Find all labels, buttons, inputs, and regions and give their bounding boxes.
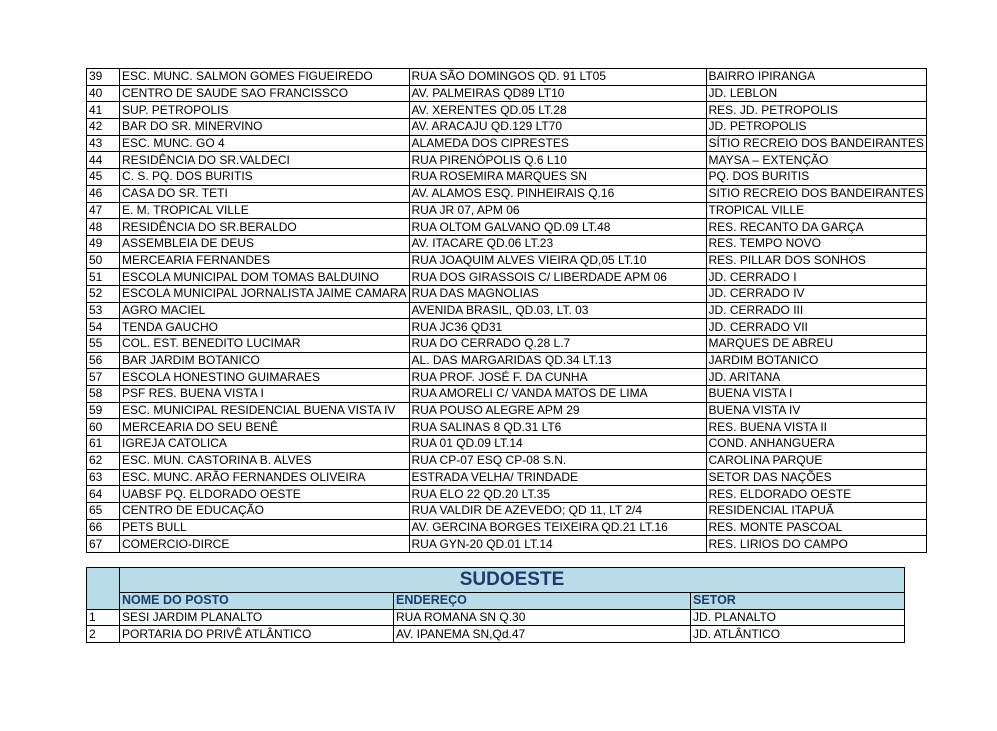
station-name: ESC. MUNC. GO 4 [120, 135, 410, 152]
table-row [87, 386, 927, 403]
station-name: AGRO MACIEL [120, 302, 410, 319]
table-row [87, 369, 927, 386]
station-name: SUP. PETROPOLIS [120, 102, 410, 119]
row-number: 41 [87, 102, 120, 119]
address: RUA CP-07 ESQ CP-08 S.N. [409, 452, 706, 469]
sector: COND. ANHANGUERA [706, 436, 926, 453]
address: AV. PALMEIRAS QD89 LT10 [409, 85, 706, 102]
row-number: 47 [87, 202, 120, 219]
blank-cell [87, 568, 120, 610]
address: RUA PROF. JOSÉ F. DA CUNHA [409, 369, 706, 386]
station-name: CENTRO DE SAUDE SAO FRANCISSCO [120, 85, 410, 102]
address: RUA POUSO ALEGRE APM 29 [409, 402, 706, 419]
row-number: 40 [87, 85, 120, 102]
table-row [87, 452, 927, 469]
row-number: 51 [87, 269, 120, 286]
address: RUA JR 07, APM 06 [409, 202, 706, 219]
address: AV. ALAMOS ESQ. PINHEIRAIS Q.16 [409, 185, 706, 202]
table-row [87, 235, 927, 252]
sector: BAIRRO IPIRANGA [706, 69, 926, 86]
address: RUA JOAQUIM ALVES VIEIRA QD,05 LT.10 [409, 252, 706, 269]
address: RUA OLTOM GALVANO QD.09 LT.48 [409, 219, 706, 236]
header-setor: SETOR [691, 593, 905, 610]
row-number: 50 [87, 252, 120, 269]
row-number: 45 [87, 169, 120, 186]
station-name: ESCOLA MUNICIPAL JORNALISTA JAIME CAMARA [120, 285, 410, 302]
sector: CAROLINA PARQUE [706, 452, 926, 469]
station-name: COMERCIO-DIRCE [120, 536, 410, 553]
sector: RES. JD. PETROPOLIS [706, 102, 926, 119]
sector: JD. LEBLON [706, 85, 926, 102]
station-name: CASA DO SR. TETI [120, 185, 410, 202]
address: AV. XERENTES QD.05 LT.28 [409, 102, 706, 119]
sector: RES. MONTE PASCOAL [706, 519, 926, 536]
table-row [87, 502, 927, 519]
sector: BUENA VISTA I [706, 386, 926, 403]
table-row [87, 169, 927, 186]
row-number: 44 [87, 152, 120, 169]
row-number: 66 [87, 519, 120, 536]
address: ALAMEDA DOS CIPRESTES [409, 135, 706, 152]
table-row [87, 135, 927, 152]
sector: SETOR DAS NAÇÕES [706, 469, 926, 486]
address: AVENIDA BRASIL, QD.03, LT. 03 [409, 302, 706, 319]
sector: JD. PLANALTO [691, 609, 905, 626]
sudoeste-table [86, 567, 905, 643]
row-number: 1 [87, 609, 120, 626]
sector: RES. ELDORADO OESTE [706, 486, 926, 503]
station-name: PORTARIA DO PRIVÊ ATLÂNTICO [120, 626, 394, 643]
sector: SÍTIO RECREIO DOS BANDEIRANTES [706, 135, 926, 152]
row-number: 55 [87, 336, 120, 353]
address: ESTRADA VELHA/ TRINDADE [409, 469, 706, 486]
sector: JD. ARITANA [706, 369, 926, 386]
table-row [87, 85, 927, 102]
sector: RES. PILLAR DOS SONHOS [706, 252, 926, 269]
table-row [87, 269, 927, 286]
header-nome: NOME DO POSTO [120, 593, 394, 610]
sector: RES. BUENA VISTA II [706, 419, 926, 436]
table-body [87, 69, 927, 553]
sector: BUENA VISTA IV [706, 402, 926, 419]
header-row [87, 593, 905, 610]
address: RUA ROMANA SN Q.30 [394, 609, 691, 626]
address: AV. IPANEMA SN,Qd.47 [394, 626, 691, 643]
row-number: 49 [87, 235, 120, 252]
address: RUA PIRENÓPOLIS Q.6 L10 [409, 152, 706, 169]
sector: RESIDENCIAL ITAPUÃ [706, 502, 926, 519]
table-row [87, 319, 927, 336]
row-number: 57 [87, 369, 120, 386]
table-row [87, 402, 927, 419]
section-title-row [87, 568, 905, 593]
table-row [87, 436, 927, 453]
station-name: BAR JARDIM BOTANICO [120, 352, 410, 369]
row-number: 48 [87, 219, 120, 236]
row-number: 52 [87, 285, 120, 302]
table-row [87, 219, 927, 236]
table-row [87, 252, 927, 269]
station-name: ESC. MUN. CASTORINA B. ALVES [120, 452, 410, 469]
sector: JD. CERRADO III [706, 302, 926, 319]
row-number: 60 [87, 419, 120, 436]
station-name: ESC. MUNC. SALMON GOMES FIGUEIREDO [120, 69, 410, 86]
row-number: 65 [87, 502, 120, 519]
station-name: RESIDÊNCIA DO SR.BERALDO [120, 219, 410, 236]
row-number: 67 [87, 536, 120, 553]
row-number: 42 [87, 119, 120, 136]
address: RUA DO CERRADO Q.28 L.7 [409, 336, 706, 353]
row-number: 61 [87, 436, 120, 453]
row-number: 63 [87, 469, 120, 486]
address: RUA GYN-20 QD.01 LT.14 [409, 536, 706, 553]
address: RUA DAS MAGNOLIAS [409, 285, 706, 302]
sector: JD. ATLÂNTICO [691, 626, 905, 643]
station-name: BAR DO SR. MINERVINO [120, 119, 410, 136]
table-row [87, 419, 927, 436]
table-row [87, 352, 927, 369]
address: AL. DAS MARGARIDAS QD.34 LT.13 [409, 352, 706, 369]
station-name: ESC. MUNICIPAL RESIDENCIAL BUENA VISTA IV [120, 402, 410, 419]
address: RUA AMORELI C/ VANDA MATOS DE LIMA [409, 386, 706, 403]
table-row [87, 519, 927, 536]
row-number: 53 [87, 302, 120, 319]
table-row [87, 486, 927, 503]
address: RUA SÃO DOMINGOS QD. 91 LT05 [409, 69, 706, 86]
address: RUA ELO 22 QD.20 LT.35 [409, 486, 706, 503]
station-name: CENTRO DE EDUCAÇÃO [120, 502, 410, 519]
sector: JD. PETROPOLIS [706, 119, 926, 136]
table-row [87, 119, 927, 136]
sector: TROPICAL VILLE [706, 202, 926, 219]
address: RUA DOS GIRASSOIS C/ LIBERDADE APM 06 [409, 269, 706, 286]
station-name: MERCEARIA DO SEU BENÊ [120, 419, 410, 436]
station-name: COL. EST. BENEDITO LUCIMAR [120, 336, 410, 353]
polling-stations-table [86, 68, 927, 553]
row-number: 59 [87, 402, 120, 419]
table-body [87, 568, 905, 643]
station-name: ESC. MUNC. ARÃO FERNANDES OLIVEIRA [120, 469, 410, 486]
sector: JD. CERRADO IV [706, 285, 926, 302]
sector: RES. LIRIOS DO CAMPO [706, 536, 926, 553]
sector: SITIO RECREIO DOS BANDEIRANTES [706, 185, 926, 202]
station-name: PETS BULL [120, 519, 410, 536]
row-number: 43 [87, 135, 120, 152]
table-row [87, 69, 927, 86]
station-name: SESI JARDIM PLANALTO [120, 609, 394, 626]
address: AV. GERCINA BORGES TEIXEIRA QD.21 LT.16 [409, 519, 706, 536]
row-number: 62 [87, 452, 120, 469]
table-row [87, 609, 905, 626]
station-name: RESIDÊNCIA DO SR.VALDECI [120, 152, 410, 169]
sector: MARQUES DE ABREU [706, 336, 926, 353]
address: RUA SALINAS 8 QD.31 LT6 [409, 419, 706, 436]
table-row [87, 469, 927, 486]
header-endereco: ENDEREÇO [394, 593, 691, 610]
sector: JARDIM BOTANICO [706, 352, 926, 369]
station-name: ESCOLA MUNICIPAL DOM TOMAS BALDUINO [120, 269, 410, 286]
sector: JD. CERRADO I [706, 269, 926, 286]
row-number: 56 [87, 352, 120, 369]
station-name: ESCOLA HONESTINO GUIMARAES [120, 369, 410, 386]
address: AV. ITACARE QD.06 LT.23 [409, 235, 706, 252]
sector: RES. RECANTO DA GARÇA [706, 219, 926, 236]
sector: RES. TEMPO NOVO [706, 235, 926, 252]
table-row [87, 285, 927, 302]
table-row [87, 202, 927, 219]
station-name: C. S. PQ. DOS BURITIS [120, 169, 410, 186]
row-number: 54 [87, 319, 120, 336]
station-name: MERCEARIA FERNANDES [120, 252, 410, 269]
station-name: TENDA GAUCHO [120, 319, 410, 336]
station-name: UABSF PQ. ELDORADO OESTE [120, 486, 410, 503]
row-number: 39 [87, 69, 120, 86]
sector: PQ. DOS BURITIS [706, 169, 926, 186]
table-row [87, 302, 927, 319]
station-name: E. M. TROPICAL VILLE [120, 202, 410, 219]
table-row [87, 336, 927, 353]
address: RUA ROSEMIRA MARQUES SN [409, 169, 706, 186]
table-row [87, 626, 905, 643]
station-name: ASSEMBLEIA DE DEUS [120, 235, 410, 252]
table-row [87, 185, 927, 202]
row-number: 64 [87, 486, 120, 503]
row-number: 58 [87, 386, 120, 403]
table-row [87, 102, 927, 119]
sector: MAYSA – EXTENÇÃO [706, 152, 926, 169]
table-row [87, 152, 927, 169]
station-name: PSF RES. BUENA VISTA I [120, 386, 410, 403]
address: RUA VALDIR DE AZEVEDO; QD 11, LT 2/4 [409, 502, 706, 519]
row-number: 2 [87, 626, 120, 643]
address: AV. ARACAJU QD.129 LT70 [409, 119, 706, 136]
section-title: SUDOESTE [120, 568, 905, 593]
table-row [87, 536, 927, 553]
station-name: IGREJA CATOLICA [120, 436, 410, 453]
address: RUA 01 QD.09 LT.14 [409, 436, 706, 453]
address: RUA JC36 QD31 [409, 319, 706, 336]
row-number: 46 [87, 185, 120, 202]
sector: JD. CERRADO VII [706, 319, 926, 336]
